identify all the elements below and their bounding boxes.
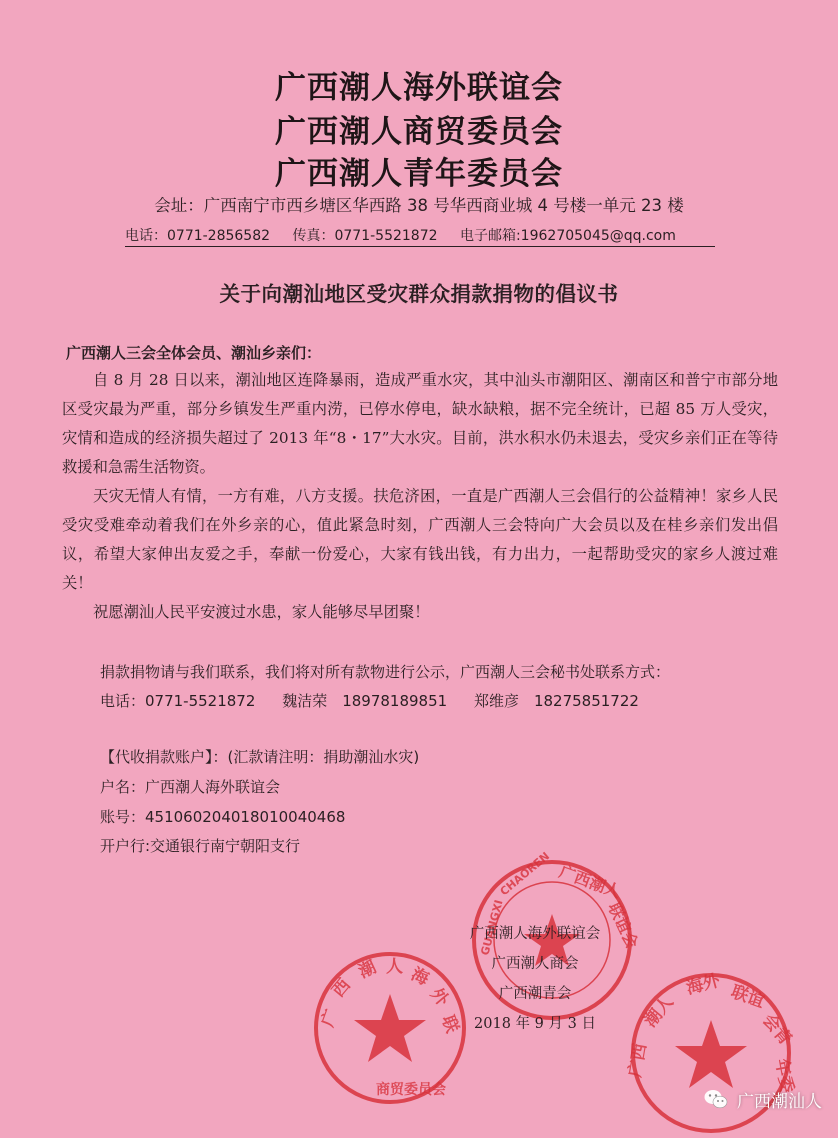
header-fax: 传真：0771-5521872: [292, 228, 438, 244]
wechat-watermark: [703, 1086, 822, 1112]
svg-text:外: 外: [426, 984, 453, 1011]
account-name: 户名：广西潮人海外联谊会: [100, 778, 281, 796]
svg-text:会青: 会青: [758, 1010, 796, 1050]
org-title-3: 广西潮人青年委员会: [275, 156, 563, 192]
donation-contacts: [100, 690, 661, 711]
svg-text:广: 广: [317, 1006, 343, 1030]
watermark-text: 广西潮汕人: [737, 1091, 822, 1112]
signature-org-1: 广西潮人海外联谊会: [469, 926, 601, 942]
salutation: 广西潮人三会全体会员、潮汕乡亲们：: [66, 344, 322, 362]
account-heading: 【代收捐款账户】：(汇款请注明：捐助潮汕水灾): [100, 748, 420, 766]
header-email: 电子邮箱:1962705045@qq.com: [459, 228, 676, 244]
svg-text:广西潮人: 广西潮人: [556, 861, 624, 902]
svg-text:海: 海: [407, 964, 432, 990]
account-bank: 开户行:交通银行南宁朝阳支行: [100, 837, 301, 855]
svg-text:联: 联: [437, 1012, 462, 1036]
paragraph-2: 天灾无情人有情，一方有难，八方支援。扶危济困，一直是广西潮人三会倡行的公益精神！家乡人民受灾受难牵动着我们在外乡亲的心，值此紧急时刻，广西潮人三会特向广大会员以及在桂乡亲们发出倡议，希望大家伸出友爱之手，奉献一份爱心，大家有钱出钱，有力出力，一起帮助受灾的家乡人渡过难关！: [62, 487, 778, 592]
paragraph-1: 自 8 月 28 日以来，潮汕地区连降暴雨，造成严重水灾，其中汕头市潮阳区、潮南区和普宁市部分地区受灾最为严重，部分乡镇发生严重内涝，已停水停电，缺水缺粮，据不完全统计，已超 85 万人受灾，灾情和造成的经济损失超过了 2013 年“8・17”大水灾。目前，洪水积水仍未退去，受灾乡亲们正在等待救援和急需生活物资。: [62, 371, 778, 476]
wechat-icon: [703, 1086, 729, 1112]
donation-phone: 电话：0771-5521872: [100, 692, 256, 710]
org-title-1: 广西潮人海外联谊会: [275, 70, 563, 106]
svg-text:海外: 海外: [684, 970, 723, 999]
svg-text:广西: 广西: [625, 1041, 651, 1079]
svg-text:潮人: 潮人: [640, 992, 678, 1032]
org-title-2: 广西潮人商贸委员会: [275, 114, 563, 150]
svg-text:商贸委员会: 商贸委员会: [376, 1082, 446, 1098]
svg-text:联谊会: 联谊会: [604, 899, 642, 952]
svg-text:联谊: 联谊: [728, 981, 768, 1013]
account-number: 账号：451060204018010040468: [100, 808, 346, 826]
signature-org-3: 广西潮青会: [498, 986, 572, 1002]
signature-date: 2018 年 9 月 3 日: [474, 1016, 596, 1032]
contact-line: [125, 225, 715, 247]
donation-contact-2: 郑维彦 18275851722: [473, 692, 639, 710]
svg-text:年委: 年委: [771, 1057, 797, 1095]
signature-org-2: 广西潮人商会: [491, 956, 579, 972]
svg-text:潮: 潮: [355, 957, 380, 983]
seal-youth-committee: [626, 968, 796, 1138]
donation-note: 捐款捐物请与我们联系，我们将对所有款物进行公示，广西潮人三会秘书处联系方式：: [100, 663, 671, 681]
svg-text:人: 人: [386, 957, 403, 977]
header-phone: 电话：0771-2856582: [125, 228, 271, 244]
svg-text:CHAOREN: CHAOREN: [497, 849, 553, 899]
paragraph-3: 祝愿潮汕人民平安渡过水患，家人能够尽早团聚！: [93, 603, 430, 621]
donation-contact-1: 魏洁荣 18978189851: [282, 692, 448, 710]
svg-text:西: 西: [328, 975, 355, 1002]
document-title: 关于向潮汕地区受灾群众捐款捐物的倡议书: [219, 282, 619, 306]
svg-text:GUANGXI: GUANGXI: [478, 898, 506, 957]
address-line: 会址：广西南宁市西乡塘区华西路 38 号华西商业城 4 号楼一单元 23 楼: [154, 196, 684, 215]
